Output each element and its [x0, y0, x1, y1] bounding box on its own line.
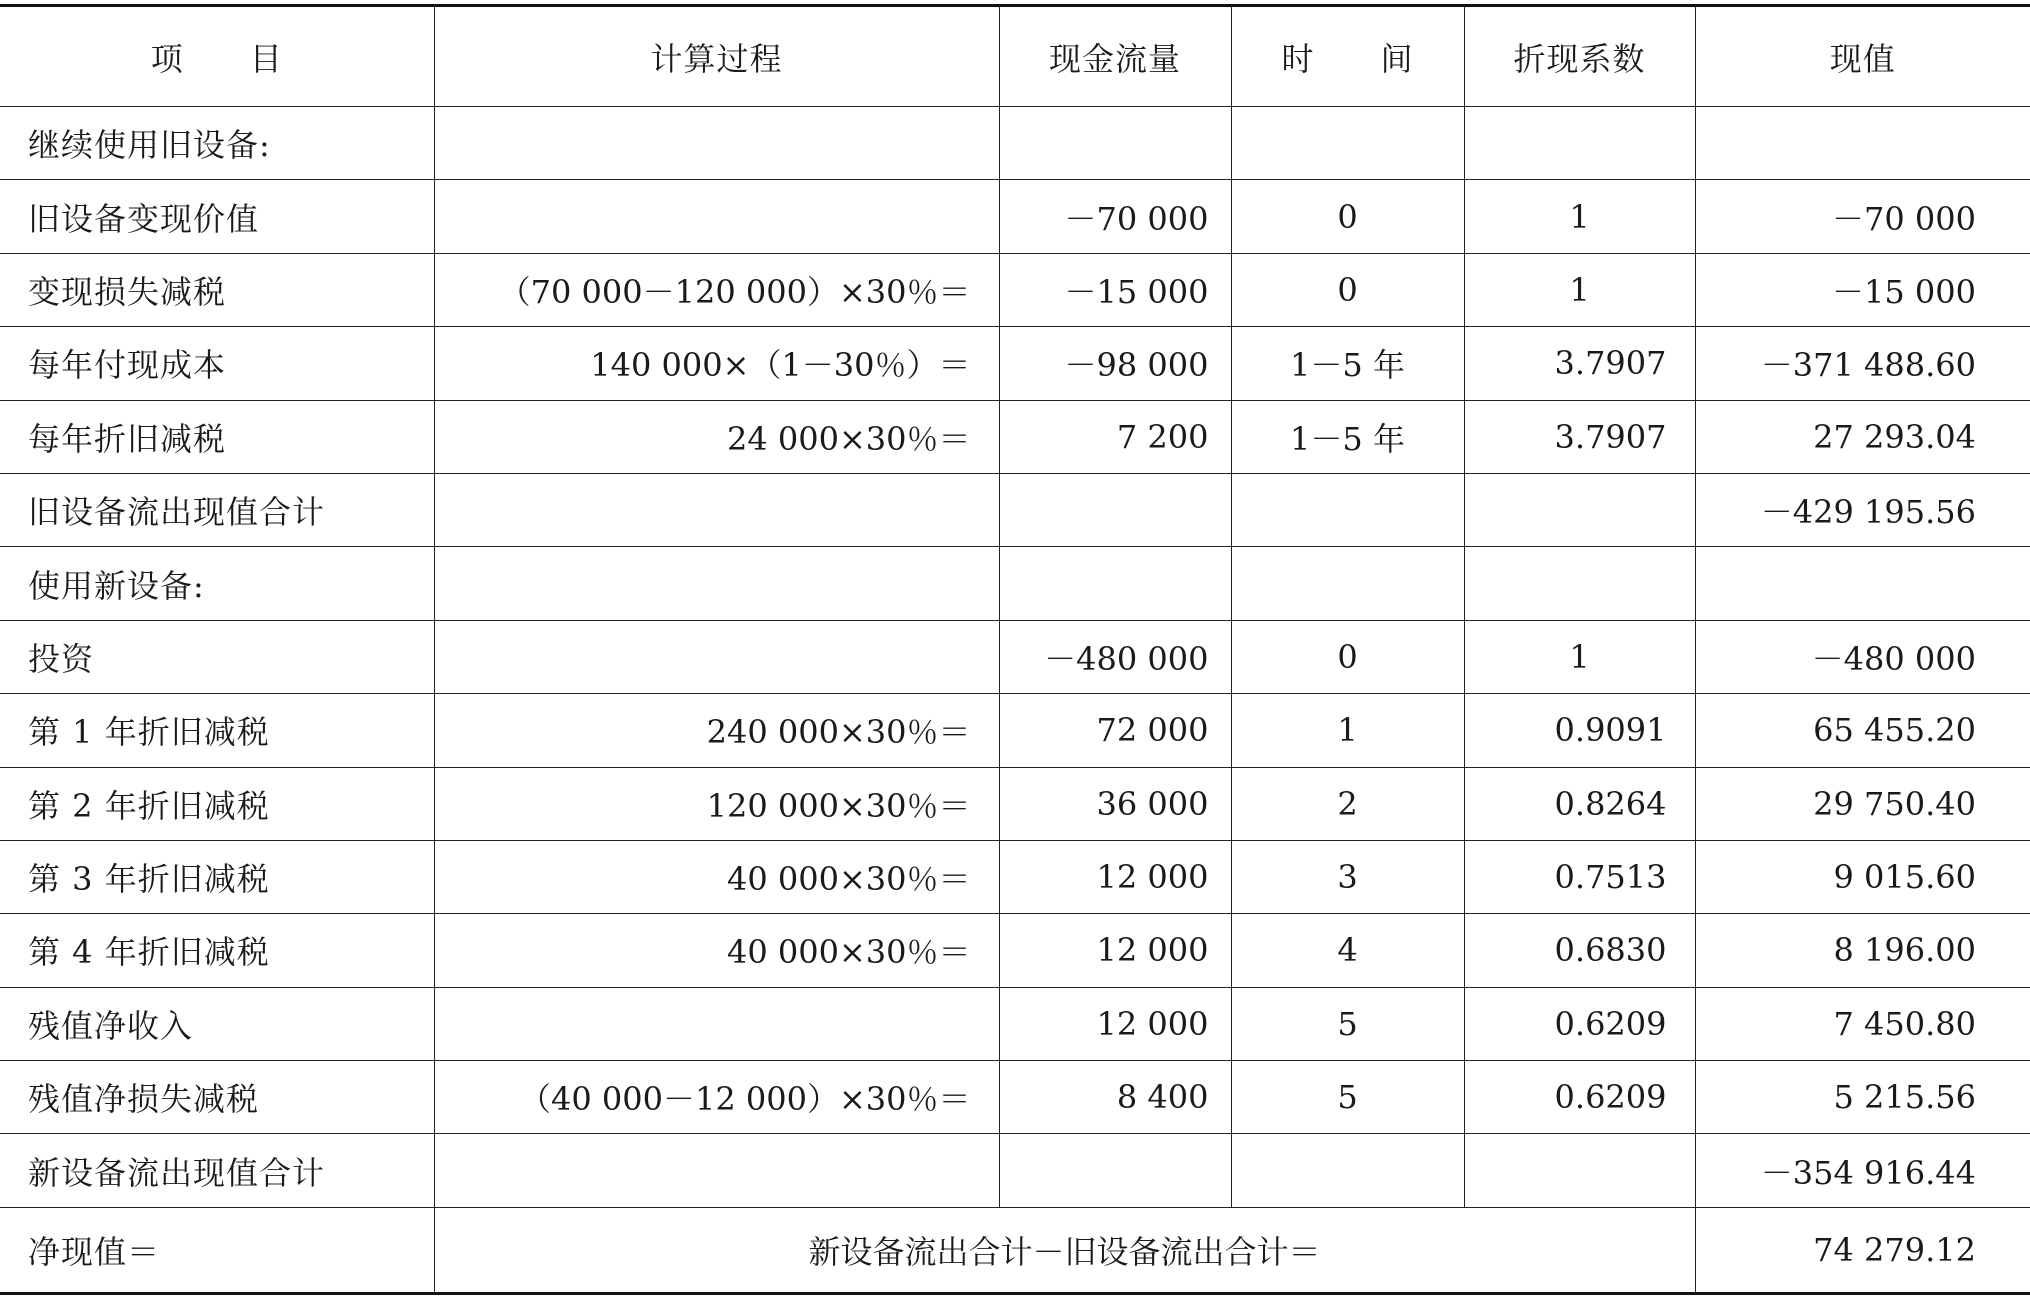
table-row — [0, 473, 2030, 546]
cell-pv: －371 488.60 — [1695, 327, 2030, 400]
cell-cashflow: 36 000 — [999, 767, 1231, 840]
cell-factor — [1464, 547, 1695, 620]
table-row — [0, 253, 2030, 326]
cell-pv — [1695, 107, 2030, 180]
cell-time: 1 — [1231, 694, 1464, 767]
cell-item: 旧设备变现价值 — [0, 180, 434, 253]
cell-calc: 40 000×30％＝ — [434, 914, 999, 987]
cell-item: 第 4 年折旧减税 — [0, 914, 434, 987]
header-time: 时 间 — [1231, 6, 1464, 107]
cell-item: 投资 — [0, 620, 434, 693]
table-row — [0, 767, 2030, 840]
header-calc: 计算过程 — [434, 6, 999, 107]
npv-label: 净现值＝ — [0, 1207, 434, 1293]
cell-cashflow: 7 200 — [999, 400, 1231, 473]
npv-value: 74 279.12 — [1695, 1207, 2030, 1293]
cell-item: 旧设备流出现值合计 — [0, 473, 434, 546]
cell-time: 1－5 年 — [1231, 400, 1464, 473]
table-row — [0, 327, 2030, 400]
cell-time: 3 — [1231, 840, 1464, 913]
cell-cashflow: 12 000 — [999, 987, 1231, 1060]
header-item: 项 目 — [0, 6, 434, 107]
table-row — [0, 547, 2030, 620]
cell-cashflow: 12 000 — [999, 914, 1231, 987]
cell-calc — [434, 180, 999, 253]
cell-time: 0 — [1231, 253, 1464, 326]
cell-factor — [1464, 473, 1695, 546]
table-row — [0, 400, 2030, 473]
cell-time — [1231, 1134, 1464, 1207]
cell-item: 第 1 年折旧减税 — [0, 694, 434, 767]
cell-item: 残值净收入 — [0, 987, 434, 1060]
table-row — [0, 1061, 2030, 1134]
cell-calc — [434, 620, 999, 693]
cell-time: 1－5 年 — [1231, 327, 1464, 400]
cell-cashflow: －70 000 — [999, 180, 1231, 253]
table-row — [0, 914, 2030, 987]
cell-time: 4 — [1231, 914, 1464, 987]
header-row — [0, 6, 2030, 107]
cell-pv: －15 000 — [1695, 253, 2030, 326]
cell-cashflow — [999, 547, 1231, 620]
header-factor: 折现系数 — [1464, 6, 1695, 107]
cell-factor: 0.9091 — [1464, 694, 1695, 767]
table-row — [0, 1134, 2030, 1207]
cell-cashflow: 12 000 — [999, 840, 1231, 913]
cell-calc: 40 000×30％＝ — [434, 840, 999, 913]
cell-calc: 240 000×30％＝ — [434, 694, 999, 767]
cell-factor: 0.6830 — [1464, 914, 1695, 987]
npv-table — [0, 4, 2030, 1295]
table-row — [0, 694, 2030, 767]
table-row — [0, 840, 2030, 913]
cell-calc: （40 000－12 000）×30％＝ — [434, 1061, 999, 1134]
cell-item: 使用新设备: — [0, 547, 434, 620]
cell-factor: 0.6209 — [1464, 987, 1695, 1060]
cell-cashflow: 8 400 — [999, 1061, 1231, 1134]
cell-time: 0 — [1231, 180, 1464, 253]
cell-cashflow: －15 000 — [999, 253, 1231, 326]
cell-item: 每年付现成本 — [0, 327, 434, 400]
cell-calc — [434, 107, 999, 180]
cell-item: 新设备流出现值合计 — [0, 1134, 434, 1207]
cell-time — [1231, 107, 1464, 180]
table-row — [0, 620, 2030, 693]
cell-time — [1231, 547, 1464, 620]
cell-calc — [434, 1134, 999, 1207]
cell-cashflow — [999, 1134, 1231, 1207]
cell-time — [1231, 473, 1464, 546]
cell-factor: 0.7513 — [1464, 840, 1695, 913]
cell-factor: 0.8264 — [1464, 767, 1695, 840]
cell-time: 5 — [1231, 987, 1464, 1060]
cell-factor: 1 — [1464, 180, 1695, 253]
cell-pv: －354 916.44 — [1695, 1134, 2030, 1207]
table-row — [0, 987, 2030, 1060]
cell-factor: 3.7907 — [1464, 400, 1695, 473]
cell-factor: 0.6209 — [1464, 1061, 1695, 1134]
cell-calc: 24 000×30％＝ — [434, 400, 999, 473]
cell-factor: 3.7907 — [1464, 327, 1695, 400]
cell-time: 5 — [1231, 1061, 1464, 1134]
cell-item: 第 3 年折旧减税 — [0, 840, 434, 913]
cell-calc: （70 000－120 000）×30％＝ — [434, 253, 999, 326]
cell-pv: 8 196.00 — [1695, 914, 2030, 987]
cell-factor — [1464, 107, 1695, 180]
npv-formula: 新设备流出合计－旧设备流出合计＝ — [434, 1207, 1695, 1293]
cell-cashflow: －98 000 — [999, 327, 1231, 400]
cell-pv: 5 215.56 — [1695, 1061, 2030, 1134]
cell-cashflow — [999, 473, 1231, 546]
cell-calc: 140 000×（1－30％）＝ — [434, 327, 999, 400]
cell-pv: －480 000 — [1695, 620, 2030, 693]
cell-cashflow: 72 000 — [999, 694, 1231, 767]
cell-cashflow — [999, 107, 1231, 180]
cell-pv: 27 293.04 — [1695, 400, 2030, 473]
cell-factor — [1464, 1134, 1695, 1207]
cell-pv: 9 015.60 — [1695, 840, 2030, 913]
cell-time: 2 — [1231, 767, 1464, 840]
cell-item: 每年折旧减税 — [0, 400, 434, 473]
cell-item: 第 2 年折旧减税 — [0, 767, 434, 840]
cell-calc: 120 000×30％＝ — [434, 767, 999, 840]
cell-pv — [1695, 547, 2030, 620]
header-pv: 现值 — [1695, 6, 2030, 107]
cell-calc — [434, 987, 999, 1060]
header-cashflow: 现金流量 — [999, 6, 1231, 107]
cell-pv: －70 000 — [1695, 180, 2030, 253]
table-row — [0, 107, 2030, 180]
cell-pv: 65 455.20 — [1695, 694, 2030, 767]
cell-cashflow: －480 000 — [999, 620, 1231, 693]
cell-item: 继续使用旧设备: — [0, 107, 434, 180]
cell-time: 0 — [1231, 620, 1464, 693]
cell-calc — [434, 547, 999, 620]
cell-factor: 1 — [1464, 253, 1695, 326]
cell-pv: 7 450.80 — [1695, 987, 2030, 1060]
cell-pv: 29 750.40 — [1695, 767, 2030, 840]
cell-item: 残值净损失减税 — [0, 1061, 434, 1134]
cell-pv: －429 195.56 — [1695, 473, 2030, 546]
cell-factor: 1 — [1464, 620, 1695, 693]
cell-calc — [434, 473, 999, 546]
cell-item: 变现损失减税 — [0, 253, 434, 326]
net-present-value-row — [0, 1207, 2030, 1293]
table-row — [0, 180, 2030, 253]
